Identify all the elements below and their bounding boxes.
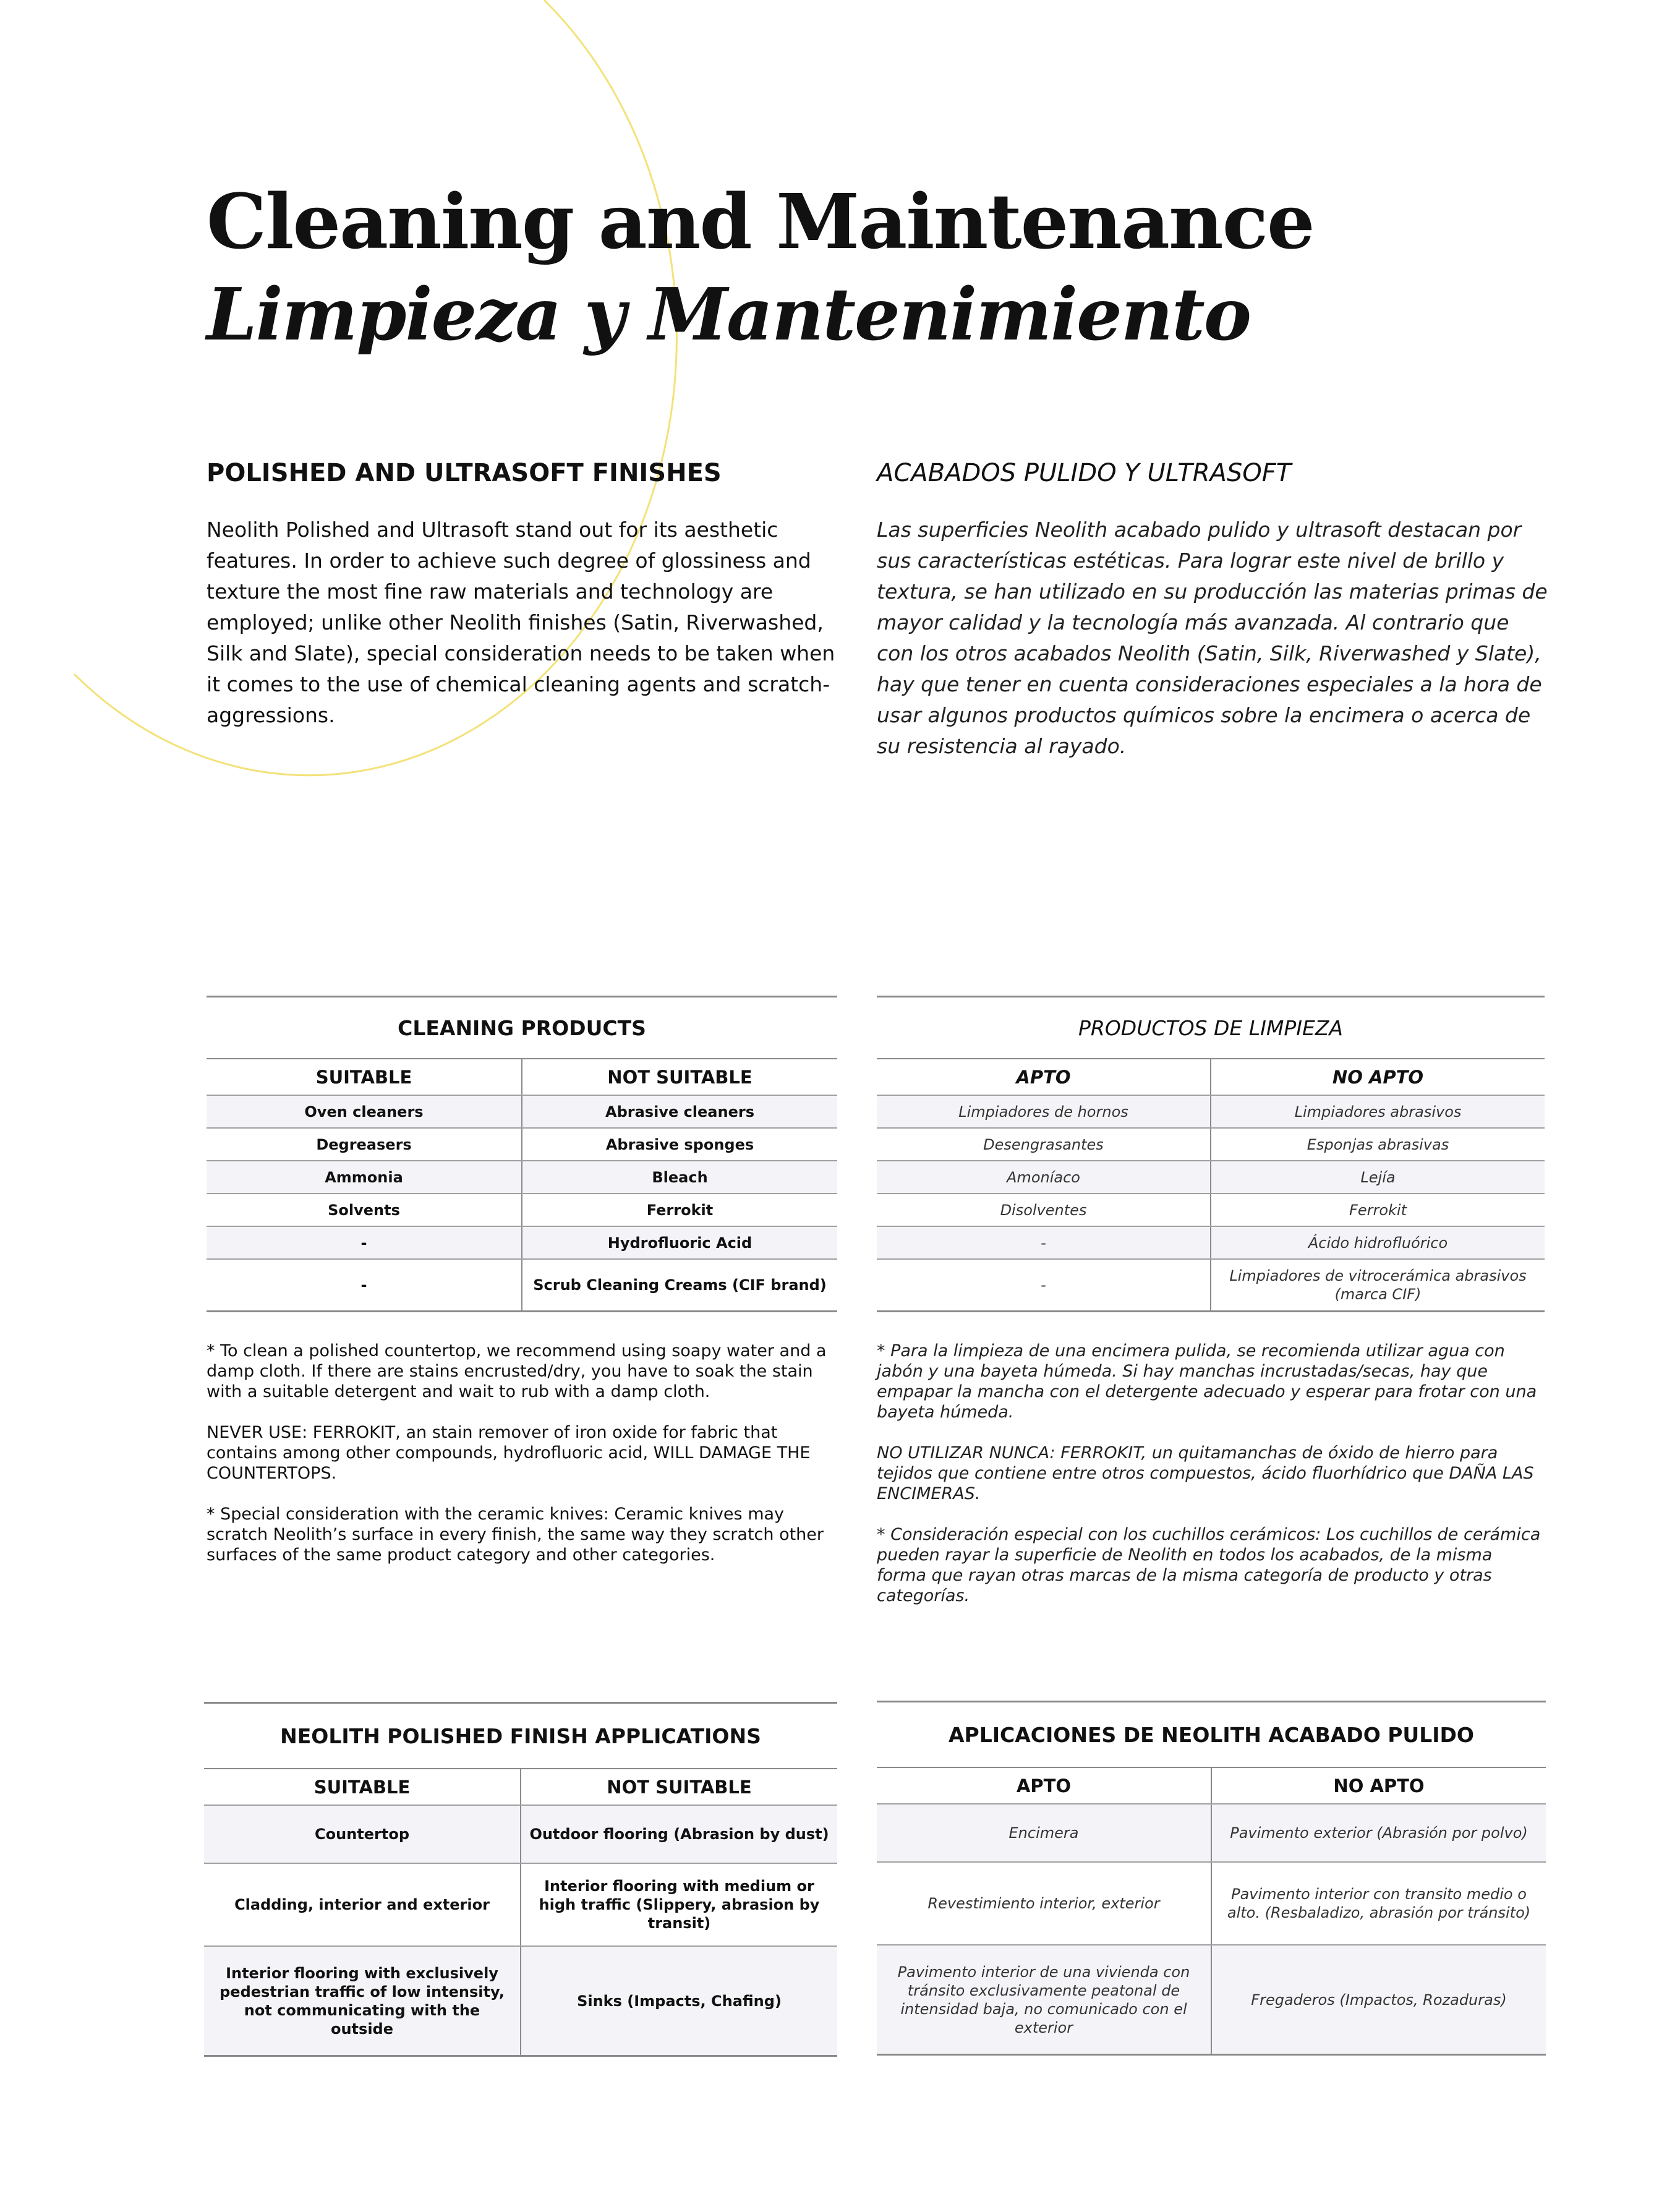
applications-table [204,1702,837,2057]
table-row [207,1227,837,1260]
table-row [204,1947,837,2057]
table-cell: Hydrofluoric Acid [521,1227,837,1258]
section-heading-finishes: POLISHED AND ULTRASOFT FINISHES [207,459,722,487]
table-row [207,1096,837,1129]
table-cell: Pavimento interior de una vivienda con tránsito exclusivamente peatonal de intensidad baja, no comunicado con el exterior [897,1963,1190,2036]
column-header-suitable: APTO [1016,1775,1072,1796]
table-cell: Scrub Cleaning Creams (CIF brand) [521,1260,837,1310]
note-paragraph: * Special consideration with the ceramic knives: Ceramic knives may scratch Neolith’s surface in every finish, the same way they scratch other surfaces of the same product category and other categories. [207,1505,824,1565]
column-header-not-suitable: NO APTO [1211,1768,1546,1803]
page-title-spanish: Limpieza y Mantenimiento [207,273,1251,357]
table-cell: Sinks (Impacts, Chafing) [520,1947,837,2055]
table-row [877,1260,1545,1312]
table-header-row [204,1769,837,1806]
intro-paragraph: Neolith Polished and Ultrasoft stand out for its aesthetic features. In order to achieve such degree of glossiness and texture the most fine raw materials and technology are employed; unlike other Neolith finishes (Satin, Riverwashed, Silk and Slate), special consideration needs to be taken when it comes to the use of chemical cleaning agents and scratch-aggressions. [207,518,835,727]
table-row [877,1227,1545,1260]
table-cell: Interior flooring with medium or high traffic (Slippery, abrasion by transit) [520,1864,837,1945]
table-cell: Pavimento exterior (Abrasión por polvo) [1211,1804,1546,1861]
table-header-row [877,1768,1546,1804]
table-title: CLEANING PRODUCTS [207,997,837,1059]
table-title: APLICACIONES DE NEOLITH ACABADO PULIDO [877,1702,1546,1768]
table-cell: Desengrasantes [983,1135,1104,1153]
table-cell: Bleach [521,1161,837,1193]
table-cell: Ácido hidrofluórico [1210,1227,1545,1258]
table-header-row [207,1059,837,1096]
table-cell: Pavimento interior con transito medio o alto. (Resbaladizo, abrasión por tránsito) [1211,1863,1546,1944]
table-row [877,1804,1546,1863]
section-heading-finishes-spanish: ACABADOS PULIDO Y ULTRASOFT [877,459,1292,487]
cleaning-products-table-spanish [877,996,1545,1312]
table-row [877,1863,1546,1945]
intro-paragraph-spanish: Las superficies Neolith acabado pulido y ultrasoft destacan por sus características estéticas. Para lograr este nivel de brillo y textura, se han utilizado en su producción las materias primas de mayor calidad y la tecnología más avanzada. Al contrario que con los otros acabados Neolith (Satin, Silk, Riverwashed y Slate), hay que tener en cuenta consideraciones especiales a la hora de usar algunos productos químicos sobre la encimera o acerca de su resistencia al rayado. [877,518,1548,758]
table-cell: Disolventes [1000,1201,1087,1219]
table-row [204,1864,837,1947]
notes-block [207,1341,840,1586]
table-cell: Oven cleaners [304,1103,424,1121]
table-cell: Abrasive cleaners [521,1096,837,1127]
table-cell: Degreasers [316,1135,412,1153]
table-cell: Solvents [328,1201,400,1219]
cleaning-products-table [207,996,837,1312]
table-row [207,1129,837,1161]
table-cell: Ferrokit [1210,1194,1545,1226]
table-header-row [877,1059,1545,1096]
table-cell: Outdoor flooring (Abrasion by dust) [520,1806,837,1863]
table-row [877,1096,1545,1129]
table-cell: Amoníaco [1007,1168,1080,1186]
notes-block-spanish [877,1341,1545,1626]
note-paragraph: NEVER USE: FERROKIT, an stain remover of iron oxide for fabric that contains among other compounds, hydrofluoric acid, WILL DAMAGE THE COUNTERTOPS. [207,1423,811,1483]
column-header-suitable: SUITABLE [315,1066,412,1088]
table-cell: Cladding, interior and exterior [234,1896,490,1913]
table-row [207,1194,837,1227]
table-row [204,1806,837,1864]
table-row [207,1260,837,1312]
note-paragraph: * To clean a polished countertop, we recommend using soapy water and a damp cloth. If there are stains encrusted/dry, you have to soak the stain with a suitable detergent and wait to rub with a damp cloth. [207,1341,827,1401]
table-title: NEOLITH POLISHED FINISH APPLICATIONS [204,1704,837,1769]
column-header-not-suitable: NOT SUITABLE [520,1769,837,1804]
table-row [207,1161,837,1194]
table-cell: - [360,1234,367,1252]
table-cell: Interior flooring with exclusively pedestrian traffic of low intensity, not communicating with the outside [220,1964,505,2038]
note-paragraph: * Para la limpieza de una encimera pulida, se recomienda utilizar agua con jabón y una bayeta húmeda. Si hay manchas incrustadas/secas, hay que empapar la mancha con el detergente adecuado y esperar para frotar con una bayeta húmeda. [877,1341,1537,1422]
column-header-suitable: APTO [1016,1066,1071,1088]
column-header-not-suitable: NO APTO [1210,1059,1545,1095]
table-cell: Lejía [1210,1161,1545,1193]
table-row [877,1161,1545,1194]
table-cell: Abrasive sponges [521,1129,837,1160]
table-row [877,1129,1545,1161]
table-cell: Esponjas abrasivas [1210,1129,1545,1160]
page-title: Cleaning and Maintenance [207,177,1314,266]
applications-table-spanish [877,1701,1546,2056]
table-row [877,1945,1546,2056]
table-cell: - [1041,1276,1046,1294]
table-cell: Fregaderos (Impactos, Rozaduras) [1211,1945,1546,2054]
table-cell: Revestimiento interior, exterior [927,1895,1160,1912]
note-paragraph: * Consideración especial con los cuchillos cerámicos: Los cuchillos de cerámica pueden rayar la superficie de Neolith en todos los acabados, de la misma forma que rayan otras marcas de la misma categoría de producto y otras categorías. [877,1525,1541,1605]
table-cell: Ammonia [325,1168,403,1186]
table-title: PRODUCTOS DE LIMPIEZA [877,997,1545,1059]
table-cell: Countertop [315,1826,409,1843]
column-header-not-suitable: NOT SUITABLE [521,1059,837,1095]
table-cell: - [360,1276,367,1294]
table-cell: - [1041,1234,1046,1252]
table-cell: Limpiadores de vitrocerámica abrasivos (marca CIF) [1210,1260,1545,1310]
table-cell: Limpiadores abrasivos [1210,1096,1545,1127]
table-cell: Encimera [1008,1824,1079,1842]
table-cell: Ferrokit [521,1194,837,1226]
column-header-suitable: SUITABLE [313,1776,411,1798]
note-paragraph: NO UTILIZAR NUNCA: FERROKIT, un quitamanchas de óxido de hierro para tejidos que contiene entre otros compuestos, ácido fluorhídrico que DAÑA LAS ENCIMERAS. [877,1443,1534,1503]
table-row [877,1194,1545,1227]
table-cell: Limpiadores de hornos [958,1103,1128,1121]
